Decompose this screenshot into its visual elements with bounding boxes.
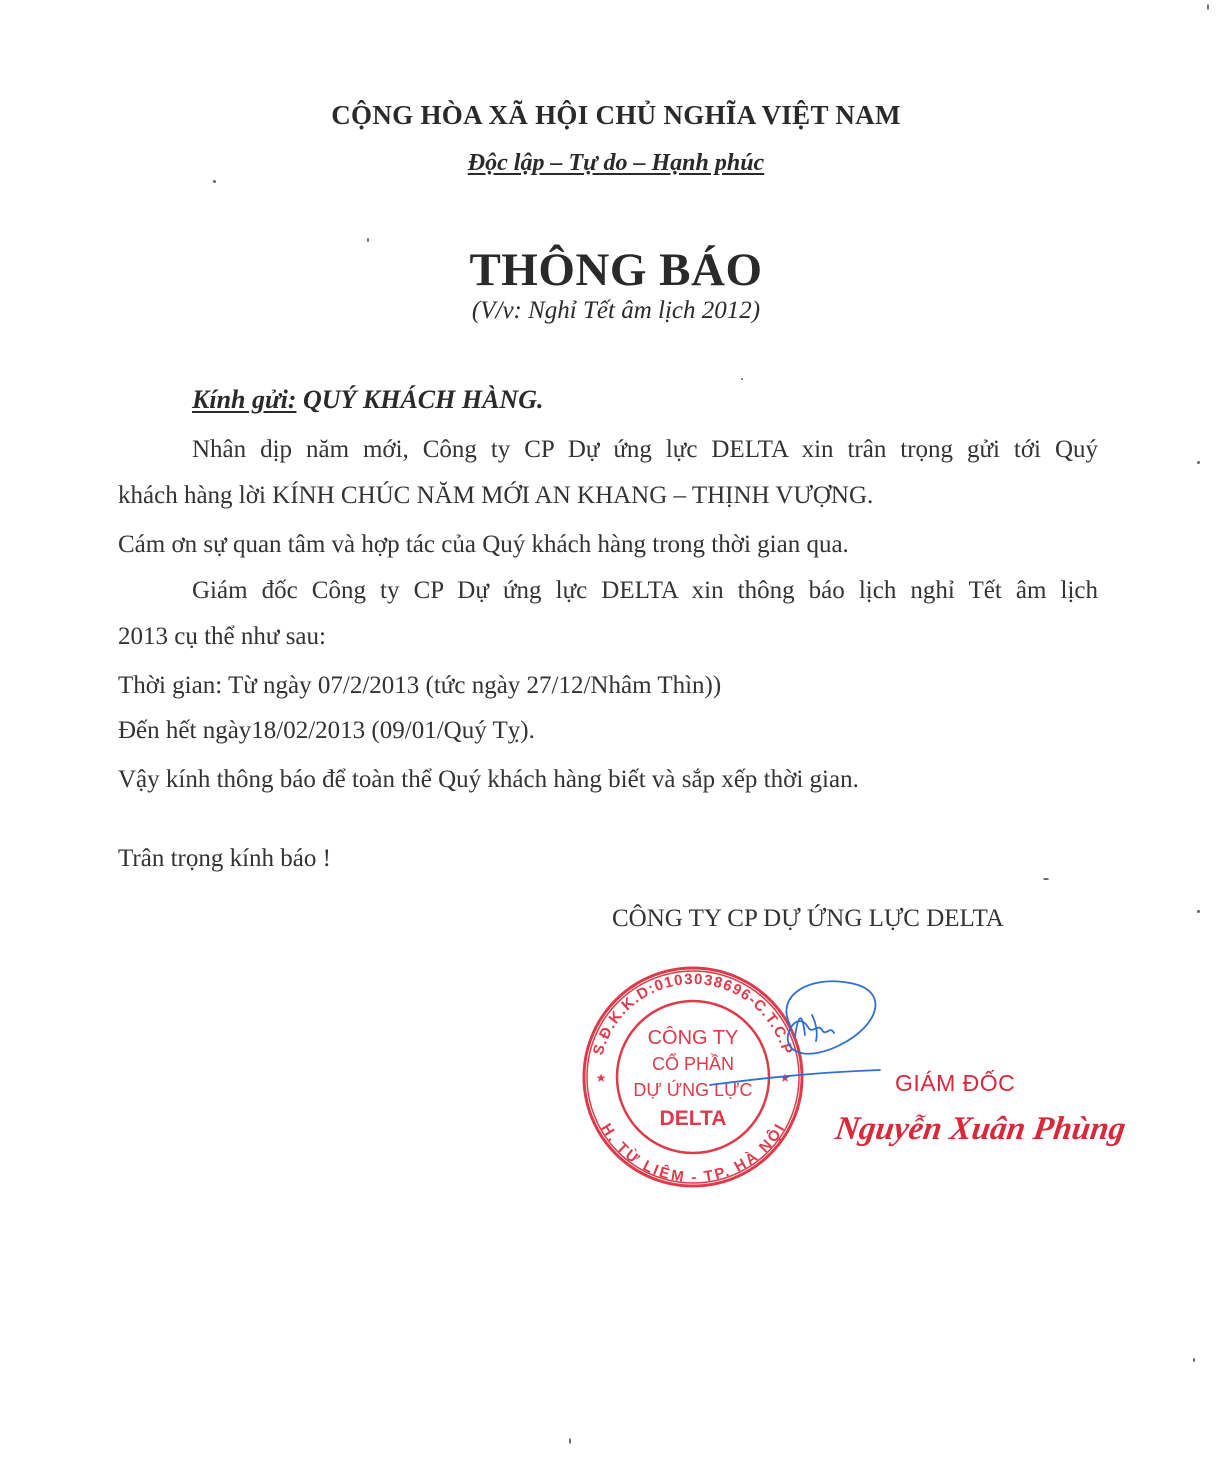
holiday-start: Thời gian: Từ ngày 07/2/2013 (tức ngày 27/12/Nhâm Thìn)) (118, 672, 722, 699)
scan-speck (569, 1438, 571, 1444)
closing-note: Vậy kính thông báo để toàn thể Quý khách hàng biết và sắp xếp thời gian. (118, 766, 859, 793)
paragraph-3-line-1: Giám đốc Công ty CP Dự ứng lực DELTA xin thông báo lịch nghỉ Tết âm lịch (192, 577, 1098, 604)
paragraph-2: Cám ơn sự quan tâm và hợp tác của Quý khách hàng trong thời gian qua. (118, 531, 849, 558)
seal-star-right-icon: ★ (779, 1071, 791, 1085)
seal-line-1: CÔNG TY (647, 1027, 739, 1049)
greeting-label: Kính gửi: (192, 385, 297, 414)
signing-company: CÔNG TY CP DỰ ỨNG LỰC DELTA (612, 905, 1004, 932)
document-title: THÔNG BÁO (469, 244, 763, 296)
greeting (192, 385, 543, 415)
seal-ring-bottom-text: H. TỪ LIÊM - TP. HÀ NỘI (597, 1120, 789, 1187)
scan-speck (1193, 1358, 1195, 1362)
signatory-role: GIÁM ĐỐC (895, 1070, 1016, 1096)
national-motto (0, 150, 1232, 177)
country-heading: CỘNG HÒA XÃ HỘI CHỦ NGHĨA VIỆT NAM (331, 100, 901, 130)
seal-line-4: DELTA (659, 1107, 727, 1130)
greeting-recipient: QUÝ KHÁCH HÀNG. (302, 385, 544, 414)
scan-speck (1197, 461, 1200, 464)
regards: Trân trọng kính báo ! (118, 845, 331, 872)
scan-speck (1043, 878, 1049, 880)
scan-speck (367, 238, 369, 242)
scan-speck (1197, 910, 1200, 913)
seal-line-2: CỔ PHẦN (651, 1054, 735, 1074)
holiday-end: Đến hết ngày18/02/2013 (09/01/Quý Tỵ). (118, 717, 535, 744)
scan-speck (741, 378, 743, 380)
handwritten-signature (690, 975, 890, 1095)
seal-star-left-icon: ★ (595, 1071, 607, 1085)
paragraph-1-line-1: Nhân dịp năm mới, Công ty CP Dự ứng lực DELTA xin trân trọng gửi tới Quý (192, 436, 1098, 463)
seal-line-3: DỰ ỨNG LỰC (633, 1080, 753, 1100)
motto-text: Độc lập – Tự do – Hạnh phúc (467, 150, 765, 176)
paragraph-3-line-2: 2013 cụ thể như sau: (118, 623, 326, 650)
signatory-name: Nguyễn Xuân Phùng (832, 1111, 1128, 1147)
document-subtitle: (V/v: Nghỉ Tết âm lịch 2012) (471, 297, 761, 324)
scan-speck (1207, 4, 1209, 10)
seal-ring-top-text: S.Đ.K.K.D:0103038696-C.T.C.P (589, 970, 797, 1057)
paragraph-1-line-2: khách hàng lời KÍNH CHÚC NĂM MỚI AN KHANG – THỊNH VƯỢNG. (118, 482, 874, 509)
scan-speck (213, 180, 216, 183)
